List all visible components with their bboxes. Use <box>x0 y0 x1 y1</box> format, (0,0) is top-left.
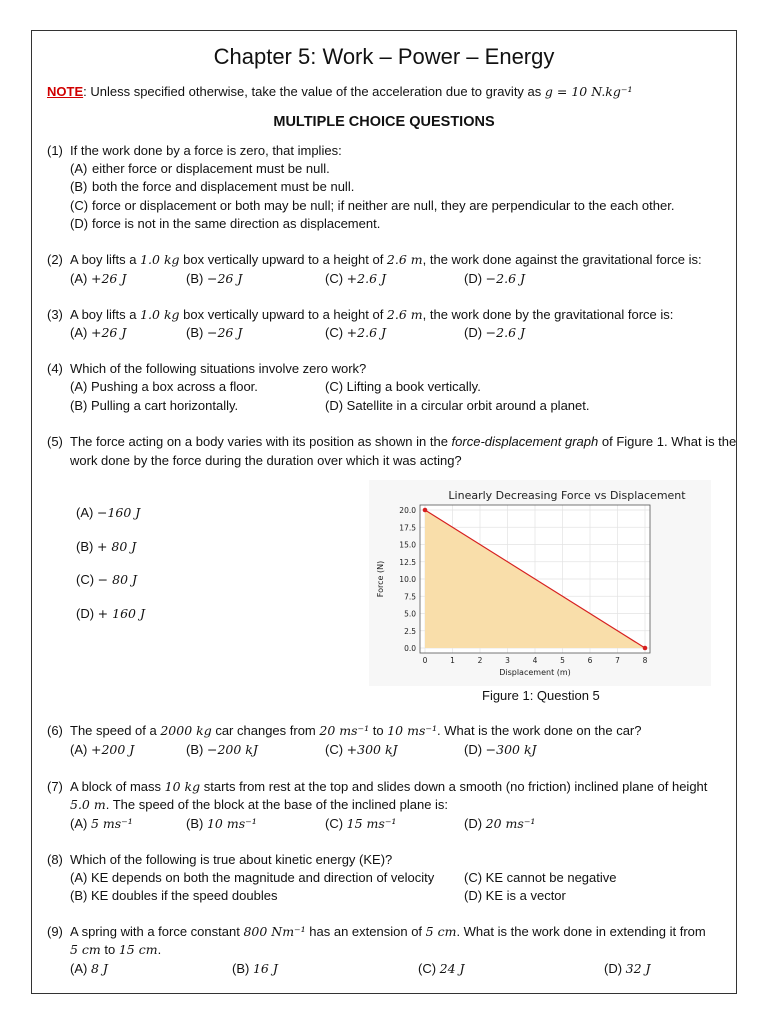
q5-option-a: (A) −160 J <box>76 505 141 520</box>
q9-stem-line2: 5 cm to 15 cm. <box>70 942 162 957</box>
chart-y-axis-label: Force (N) <box>376 560 385 598</box>
chart-y-tick-label: 2.5 <box>404 626 416 636</box>
chart-data-point <box>643 646 648 651</box>
chart-y-tick-label: 20.0 <box>399 506 416 515</box>
note-line <box>47 84 633 99</box>
q8-stem: Which of the following is true about kinetic energy (KE)? <box>70 852 393 867</box>
q5-option-b: (B) + 80 J <box>76 539 137 554</box>
q3-option-c: (C) +2.6 J <box>325 325 387 340</box>
chart-y-tick-label: 10.0 <box>399 575 416 584</box>
q7-number: (7) <box>47 779 63 794</box>
figure-1-caption: Figure 1: Question 5 <box>482 688 600 703</box>
q4-option-b: (B) Pulling a cart horizontally. <box>70 398 239 413</box>
q7-option-d: (D) 20 ms⁻¹ <box>464 816 536 831</box>
q7-option-a: (A) 5 ms⁻¹ <box>70 816 133 831</box>
force-displacement-chart <box>369 480 711 686</box>
q1-option-text: force is not in the same direction as displacement. <box>92 216 381 231</box>
page-title: Chapter 5: Work – Power – Energy <box>213 44 555 69</box>
q5-stem: The force acting on a body varies with its position as shown in the force-displacement graph of Figure 1. What is the <box>70 434 737 449</box>
q8-option-a: (A) KE depends on both the magnitude and direction of velocity <box>70 870 435 885</box>
q8-option-d: (D) KE is a vector <box>464 888 566 903</box>
q9-option-b: (B) 16 J <box>232 961 278 976</box>
q4-number: (4) <box>47 361 63 376</box>
q3-option-a: (A) +26 J <box>70 325 127 340</box>
chart-x-tick-label: 1 <box>450 656 455 665</box>
chart-y-tick-label: 12.5 <box>399 557 416 567</box>
q1-option-key: (D) <box>70 216 89 231</box>
q3-option-d: (D) −2.6 J <box>464 325 526 340</box>
q9-option-c: (C) 24 J <box>418 961 465 976</box>
q9-option-a: (A) 8 J <box>70 961 108 976</box>
q9-number: (9) <box>47 924 63 939</box>
q1-option-key: (C) <box>70 198 89 213</box>
q2-number: (2) <box>47 252 63 267</box>
chart-y-tick-label: 17.5 <box>399 523 416 533</box>
note-label: NOTE <box>47 84 84 99</box>
q2-stem: A boy lifts a 1.0 kg box vertically upward to a height of 2.6 m, the work done against the gravitational force is: <box>70 252 702 267</box>
chart-x-tick-label: 3 <box>505 656 510 665</box>
q6-number: (6) <box>47 723 63 738</box>
q8-option-c: (C) KE cannot be negative <box>464 870 617 885</box>
figure-1-chart <box>369 480 711 686</box>
q4-stem: Which of the following situations involve zero work? <box>70 361 367 376</box>
chart-data-point <box>423 508 428 513</box>
q5-option-c: (C) − 80 J <box>76 572 138 587</box>
q2-option-c: (C) +2.6 J <box>325 271 387 286</box>
note-formula: g = 10 N.kg⁻¹ <box>544 84 633 99</box>
q5-option-d: (D) + 160 J <box>76 606 145 621</box>
q3-number: (3) <box>47 307 63 322</box>
q1-number: (1) <box>47 143 63 158</box>
q6-option-d: (D) −300 kJ <box>464 742 537 757</box>
chart-x-tick-label: 7 <box>615 656 620 665</box>
q6-option-c: (C) +300 kJ <box>325 742 398 757</box>
chart-x-axis-label: Displacement (m) <box>499 668 571 677</box>
chart-x-tick-label: 5 <box>560 656 565 665</box>
q1-option-text: both the force and displacement must be null. <box>92 179 355 194</box>
q4-option-a: (A) Pushing a box across a floor. <box>70 379 258 394</box>
q5-stem-line2: work done by the force during the duration over which it was acting? <box>70 453 462 468</box>
q4-option-c: (C) Lifting a book vertically. <box>325 379 481 394</box>
chart-y-tick-label: 15.0 <box>399 540 416 550</box>
q1-option-text: either force or displacement must be null. <box>92 161 330 176</box>
q2-option-b: (B) −26 J <box>186 271 243 286</box>
chart-x-tick-label: 0 <box>422 656 428 665</box>
chart-x-tick-label: 2 <box>477 656 483 665</box>
q2-option-d: (D) −2.6 J <box>464 271 526 286</box>
q1-option-key: (A) <box>70 161 88 176</box>
q6-option-b: (B) −200 kJ <box>186 742 258 757</box>
q4-option-d: (D) Satellite in a circular orbit around a planet. <box>325 398 590 413</box>
q5-number: (5) <box>47 434 63 449</box>
chart-x-tick-label: 8 <box>642 656 648 665</box>
chart-y-tick-label: 0.0 <box>404 644 416 653</box>
q6-option-a: (A) +200 J <box>70 742 135 757</box>
q9-stem: A spring with a force constant 800 Nm⁻¹ has an extension of 5 cm. What is the work done in extending it from <box>70 924 706 939</box>
chart-y-tick-label: 5.0 <box>404 609 416 619</box>
q3-option-b: (B) −26 J <box>186 325 243 340</box>
q8-option-b: (B) KE doubles if the speed doubles <box>70 888 278 903</box>
chart-x-tick-label: 4 <box>532 656 538 665</box>
chart-x-tick-label: 6 <box>587 656 593 665</box>
note-text: : Unless specified otherwise, take the value of the acceleration due to gravity as <box>83 84 545 99</box>
q2-option-a: (A) +26 J <box>70 271 127 286</box>
q9-option-d: (D) 32 J <box>604 961 651 976</box>
q7-stem: A block of mass 10 kg starts from rest at the top and slides down a smooth (no friction) inclined plane of height <box>70 779 708 794</box>
q8-number: (8) <box>47 852 63 867</box>
chart-y-tick-label: 7.5 <box>404 592 416 602</box>
q6-stem: The speed of a 2000 kg car changes from 20 ms⁻¹ to 10 ms⁻¹. What is the work done on the car? <box>70 723 642 738</box>
q1-stem: If the work done by a force is zero, that implies: <box>70 143 342 158</box>
q7-option-c: (C) 15 ms⁻¹ <box>325 816 397 831</box>
q3-stem: A boy lifts a 1.0 kg box vertically upward to a height of 2.6 m, the work done by the gravitational force is: <box>70 307 674 322</box>
q1-option-text: force or displacement or both may be null; if neither are null, they are perpendicular to the each other. <box>92 198 675 213</box>
section-heading: MULTIPLE CHOICE QUESTIONS <box>273 114 495 130</box>
q7-option-b: (B) 10 ms⁻¹ <box>186 816 257 831</box>
q1-option-key: (B) <box>70 179 88 194</box>
q7-stem-line2: 5.0 m. The speed of the block at the base of the inclined plane is: <box>70 797 449 812</box>
chart-title: Linearly Decreasing Force vs Displacement <box>448 489 686 502</box>
